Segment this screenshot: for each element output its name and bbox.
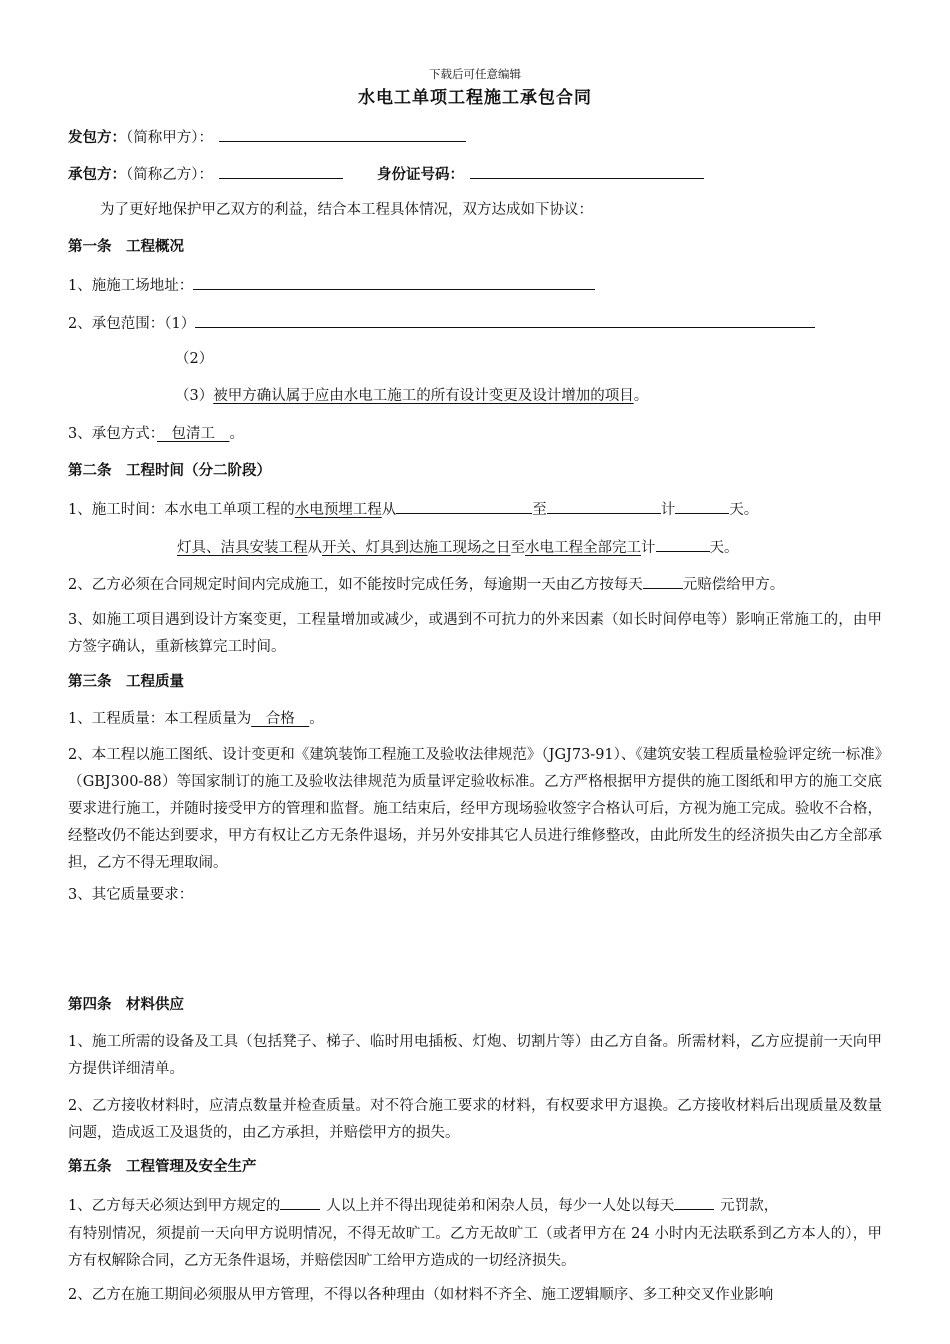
article-2-heading: 第二条 工程时间（分二阶段）	[68, 463, 271, 479]
party-a-line	[68, 126, 466, 148]
article-1-heading: 第一条 工程概况	[68, 239, 184, 255]
scope-item-3-prefix: （3）	[175, 388, 214, 404]
time-line-2	[177, 536, 739, 558]
delay-penalty-end: 元赔偿给甲方。	[682, 577, 785, 593]
time-1-from-blank	[396, 498, 532, 514]
time-1-to: 至	[532, 502, 547, 518]
materials-clause-1: 1、施工所需的设备及工具（包括凳子、梯子、临时用电插板、灯炮、切割片等）由乙方自备。所需材料，乙方应提前一天向甲方提供详细清单。	[68, 1034, 882, 1077]
time-2-days-blank	[656, 536, 710, 552]
time-change-clause: 3、如施工项目遇到设计方案变更，工程量增加或减少，或遇到不可抗力的外来因素（如长时间停电等）影响正常施工的，由甲方签字确认，重新核算完工时间。	[68, 612, 882, 655]
site-blank	[193, 274, 595, 290]
scope-item-3	[175, 386, 648, 406]
party-a-blank	[219, 126, 466, 142]
party-b-blank	[219, 163, 343, 179]
time-2-total: 计	[641, 540, 656, 556]
time-1-total: 计	[660, 502, 676, 518]
time-2-project: 灯具、洁具安装工程	[177, 540, 308, 556]
time-2-start: 开关、灯具到达施工现场之日	[322, 540, 511, 556]
time-1-prefix: 1、施工时间：本水电工单项工程的	[68, 502, 295, 518]
time-1-days: 天。	[729, 502, 759, 518]
quality-label: 1、工程质量：本工程质量为	[68, 711, 252, 727]
article-3-heading: 第三条 工程质量	[68, 674, 184, 690]
site-line	[68, 274, 595, 296]
party-b-label: 承包方：	[68, 167, 126, 183]
quality-line	[68, 709, 324, 729]
contract-mode-label: 3、承包方式：	[68, 426, 157, 442]
attendance-line	[68, 1194, 778, 1216]
id-label: 身份证号码：	[377, 167, 464, 183]
id-blank	[470, 163, 704, 179]
materials-clause-2: 2、乙方接收材料时，应清点数量并检查质量。对不符合施工要求的材料，有权要求甲方退换。乙方接收材料后出现质量及数量问题，造成返工及退货的，由乙方承担，并赔偿甲方的损失。	[68, 1098, 882, 1141]
scope-blank	[195, 312, 815, 328]
party-b-text: （简称乙方）：	[126, 167, 213, 183]
time-2-to: 至	[510, 540, 525, 556]
header-note: 下载后可任意编辑	[429, 67, 521, 81]
delay-penalty-blank	[643, 573, 683, 589]
article-4-heading: 第四条 材料供应	[68, 997, 184, 1013]
time-line-1	[68, 498, 758, 520]
management-clause: 2、乙方在施工期间必须服从甲方管理，不得以各种理由（如材料不齐全、施工逻辑顺序、多工种交叉作业影响	[68, 1287, 774, 1303]
party-a-label: 发包方：	[68, 130, 126, 146]
site-label: 1、施施工场地址：	[68, 278, 194, 294]
intro-text: 为了更好地保护甲乙双方的利益，结合本工程具体情况，双方达成如下协议：	[100, 202, 593, 218]
article-5-heading: 第五条 工程管理及安全生产	[68, 1159, 257, 1175]
attendance-text-c: 元罚款，	[720, 1198, 779, 1214]
attendance-count-blank	[280, 1194, 320, 1210]
time-1-to-blank	[547, 498, 661, 514]
contract-mode-end: 。	[229, 426, 244, 442]
attendance-clause: 有特别情况，须提前一天向甲方说明情况，不得无故旷工。乙方无故旷工（或者甲方在 24 小时内无法联系到乙方本人的），甲方有权解除合同，乙方无条件退场，并赔偿因旷工给甲方造成的一切经济损失。	[68, 1226, 882, 1269]
delay-penalty-text: 2、乙方必须在合同规定时间内完成施工，如不能按时完成任务，每逾期一天由乙方按每天	[68, 577, 643, 593]
contract-mode-value: 包清工	[156, 426, 230, 442]
scope-line	[68, 312, 815, 334]
party-b-line	[68, 163, 704, 185]
time-2-end: 水电工程全部完工	[525, 540, 641, 556]
other-quality-line: 3、其它质量要求：	[68, 887, 194, 903]
attendance-fine-blank	[674, 1194, 714, 1210]
scope-item-2: （2）	[175, 351, 214, 367]
document-title: 水电工单项工程施工承包合同	[358, 88, 592, 108]
attendance-text-b: 人以上并不得出现徒弟和闲杂人员，每少一人处以每天	[326, 1198, 675, 1214]
party-a-text: （简称甲方）：	[126, 130, 213, 146]
time-2-days: 天。	[709, 540, 739, 556]
quality-value: 合格	[251, 711, 310, 727]
time-2-from: 从	[307, 540, 322, 556]
delay-penalty-line	[68, 573, 784, 595]
scope-item-3-text: 被甲方确认属于应由水电工施工的所有设计变更及设计增加的项目	[213, 388, 634, 404]
time-1-days-blank	[675, 498, 729, 514]
time-1-from: 从	[381, 502, 397, 518]
quality-standard-clause: 2、本工程以施工图纸、设计变更和《建筑装饰工程施工及验收法律规范》（JGJ73-91）、《建筑安装工程质量检验评定统一标准》（GBJ300-88）等国家制订的施工及验收法律规范为质量评定验收标准。乙方严格根据甲方提供的施工图纸和甲方的施工交底要求进行施工，并随时接受甲方的管理和监督。施工结束后，经甲方现场验收签字合格认可后，方视为施工完成。验收不合格，经整改仍不能达到要求，甲方有权让乙方无条件退场，并另外安排其它人员进行维修整改，由此所发生的经济损失由乙方全部承担，乙方不得无理取闹。	[68, 747, 882, 871]
attendance-text-a: 1、乙方每天必须达到甲方规定的	[68, 1198, 281, 1214]
scope-item-3-end: 。	[633, 388, 649, 404]
quality-end: 。	[309, 711, 324, 727]
scope-label: 2、承包范围：（1）	[68, 316, 196, 332]
time-1-project: 水电预埋工程	[294, 502, 382, 518]
contract-mode-line	[68, 424, 244, 444]
